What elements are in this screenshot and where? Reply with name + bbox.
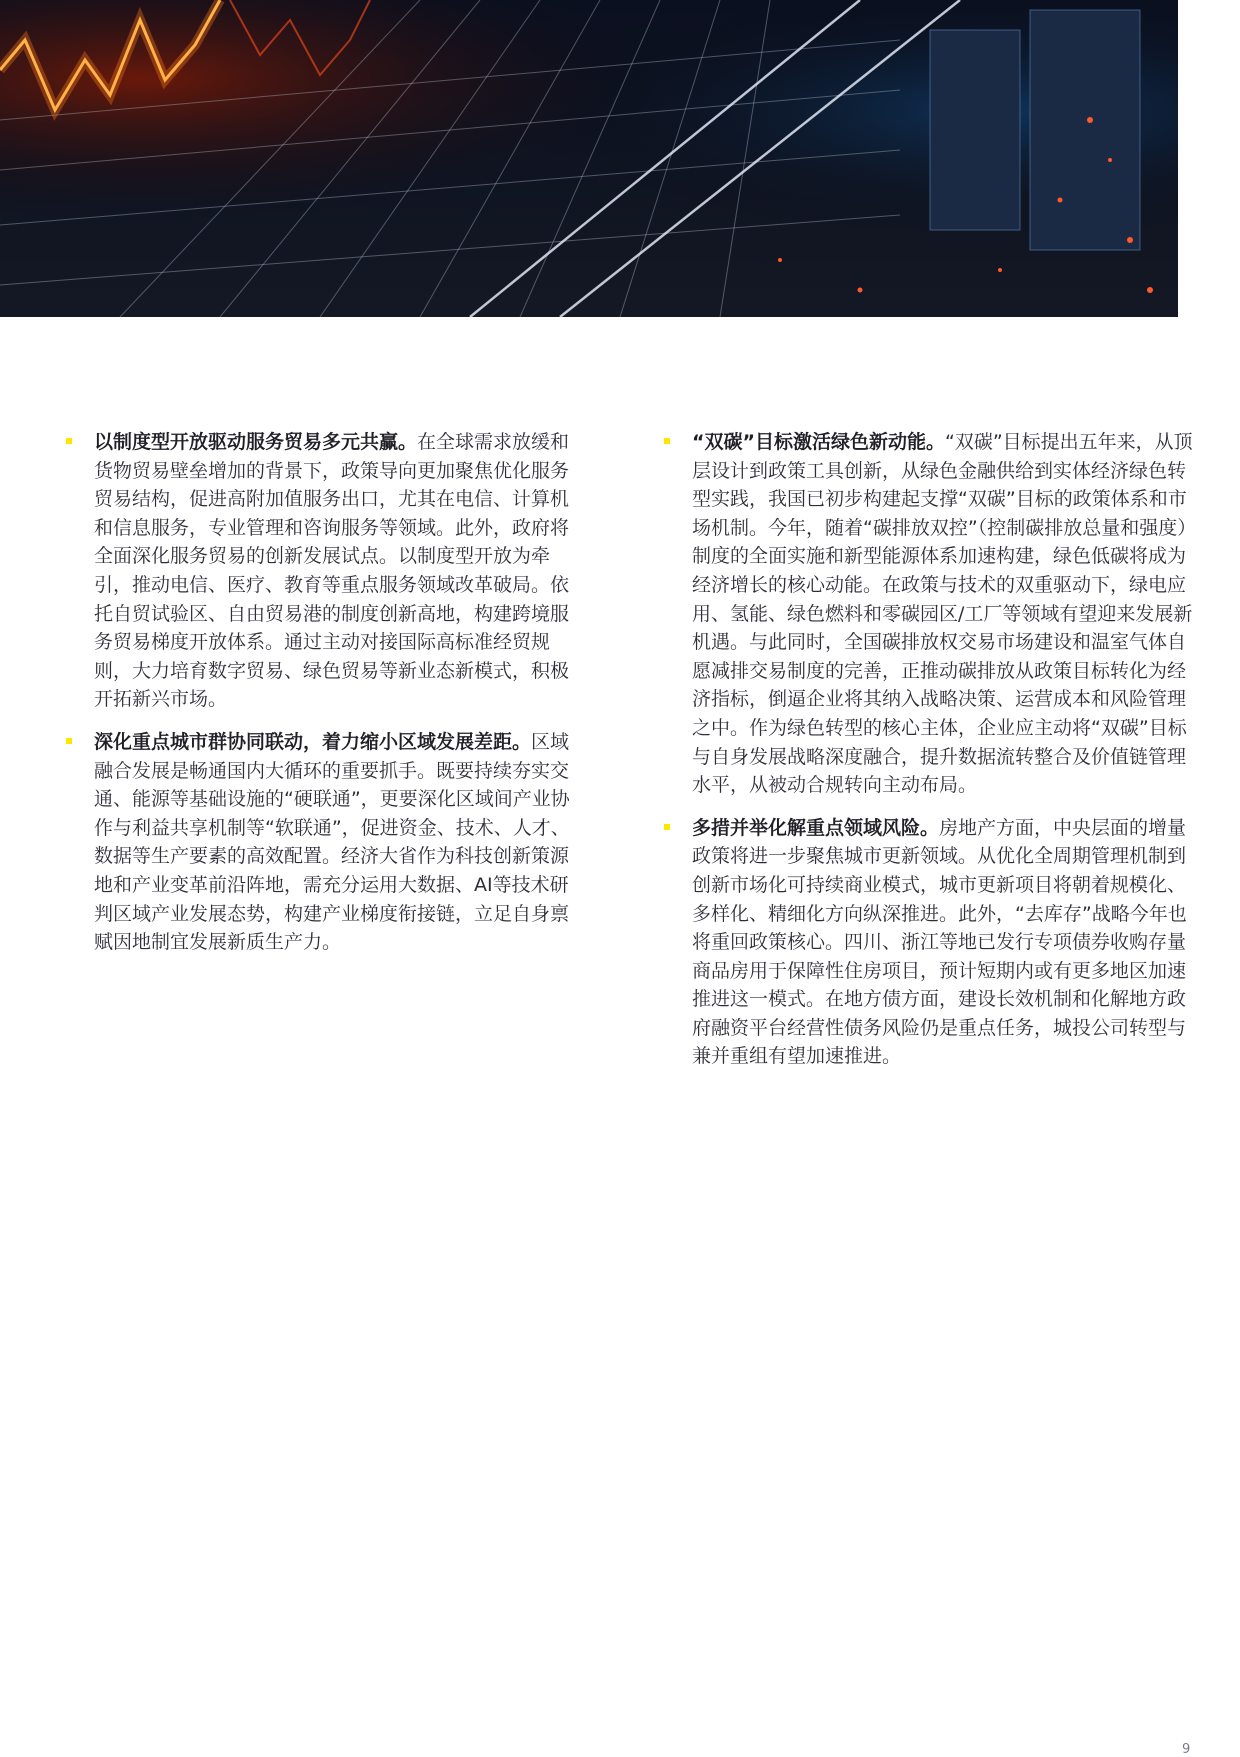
paragraph-body: 区域融合发展是畅通国内大循环的重要抓手。既要持续夯实交通、能源等基础设施的“硬联通”，更要深化区域间产业协作与利益共享机制等“软联通”，促进资金、技术、人才、数据等生产要素的高效配置。经济大省作为科技创新策源地和产业变革前沿阵地，需充分运用大数据、AI等技术研判区域产业发展态势，构建产业梯度衔接链，立足自身禀赋因地制宜发展新质生产力。 xyxy=(94,730,570,954)
left-column xyxy=(66,428,586,971)
bullet-marker xyxy=(66,738,72,744)
bullet-marker xyxy=(66,438,72,444)
paragraph-body: 在全球需求放缓和货物贸易壁垒增加的背景下，政策导向更加聚焦优化服务贸易结构，促进高附加值服务出口，尤其在电信、计算机和信息服务，专业管理和咨询服务等领域。此外，政府将全面深化服务贸易的创新发展试点。以制度型开放为牵引，推动电信、医疗、教育等重点服务领域改革破局。依托自贸试验区、自由贸易港的制度创新高地，构建跨境服务贸易梯度开放体系。通过主动对接国际高标准经贸规则，大力培育数字贸易、绿色贸易等新业态新模式，积极开拓新兴市场。 xyxy=(94,431,570,711)
paragraph xyxy=(94,428,586,714)
bullet-marker xyxy=(664,438,670,444)
paragraph-body: 房地产方面，中央层面的增量政策将进一步聚焦城市更新领域。从优化全周期管理机制到创新市场化可持续商业模式，城市更新项目将朝着规模化、多样化、精细化方向纵深推进。此外，“去库存”战略今年也将重回政策核心。四川、浙江等地已发行专项债券收购存量商品房用于保障性住房项目，预计短期内或有更多地区加速推进这一模式。在地方债方面，建设长效机制和化解地方政府融资平台经营性债务风险仍是重点任务，城投公司转型与兼并重组有望加速推进。 xyxy=(692,816,1187,1068)
bullet-marker xyxy=(664,824,670,830)
list-item xyxy=(66,728,586,957)
paragraph xyxy=(692,814,1204,1071)
list-item xyxy=(66,428,586,714)
paragraph xyxy=(692,428,1204,800)
hero-image xyxy=(0,0,1178,317)
page-number: 9 xyxy=(1182,1742,1191,1757)
paragraph-lead: 以制度型开放驱动服务贸易多元共赢。 xyxy=(94,431,418,453)
paragraph-body: “双碳”目标提出五年来，从顶层设计到政策工具创新，从绿色金融供给到实体经济绿色转型实践，我国已初步构建起支撑“双碳”目标的政策体系和市场机制。今年，随着“碳排放双控”（控制碳排放总量和强度）制度的全面实施和新型能源体系加速构建，绿色低碳将成为经济增长的核心动能。在政策与技术的双重驱动下，绿电应用、氢能、绿色燃料和零碳园区/工厂等领域有望迎来发展新机遇。与此同时，全国碳排放权交易市场建设和温室气体自愿减排交易制度的完善，正推动碳排放从政策目标转化为经济指标，倒逼企业将其纳入战略决策、运营成本和风险管理之中。作为绿色转型的核心主体，企业应主动将“双碳”目标与自身发展战略深度融合，提升数据流转整合及价值链管理水平，从被动合规转向主动布局。 xyxy=(692,431,1197,797)
paragraph-lead: 多措并举化解重点领域风险。 xyxy=(692,816,940,839)
list-item xyxy=(664,428,1204,800)
right-column xyxy=(664,428,1204,1085)
paragraph-lead: 深化重点城市群协同联动，着力缩小区域发展差距。 xyxy=(94,730,532,753)
paragraph-lead: “双碳”目标激活绿色新动能。 xyxy=(692,431,945,453)
paragraph xyxy=(94,728,586,957)
financial-chart-grid-image xyxy=(0,0,1178,317)
list-item xyxy=(664,814,1204,1071)
